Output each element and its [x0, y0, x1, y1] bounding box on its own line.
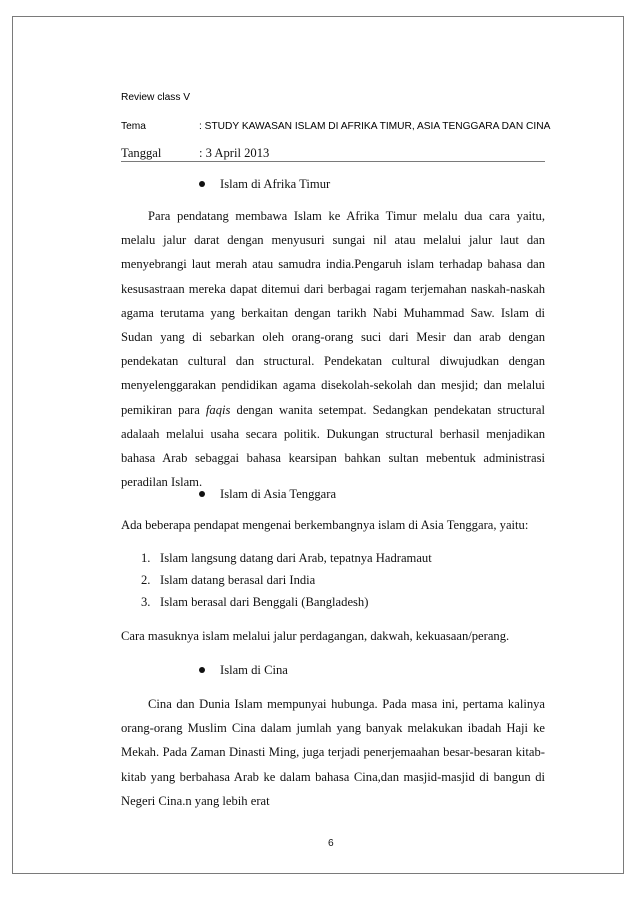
tanggal-label: Tanggal — [121, 146, 162, 160]
list-item — [141, 551, 432, 573]
list-item-number: 3. — [141, 595, 151, 609]
list-item-text: Islam berasal dari Benggali (Bangladesh) — [160, 595, 369, 609]
list-item-number: 1. — [141, 551, 151, 565]
cina-paragraph — [121, 692, 545, 813]
list-item — [141, 573, 432, 595]
section-heading-text: Islam di Asia Tenggara — [220, 487, 337, 501]
section-heading-text: Islam di Afrika Timur — [220, 177, 331, 191]
bullet-icon — [199, 181, 205, 187]
asia-list — [141, 551, 432, 617]
tanggal-value: : 3 April 2013 — [199, 146, 270, 160]
section-heading-text: Islam di Cina — [220, 663, 288, 677]
afrika-paragraph — [121, 204, 545, 494]
asia-intro: Ada beberapa pendapat mengenai berkembangnya islam di Asia Tenggara, yaitu: — [121, 518, 529, 532]
header-divider — [121, 161, 545, 162]
page-number: 6 — [328, 838, 334, 849]
afrika-paragraph-part1: Para pendatang membawa Islam ke Afrika Timur melalu dua cara yaitu, melalu jalur darat dengan menyusuri sungai nil atau melalui jalur laut dan menyebrangi laut merah atau samudra india.Pengaruh islam terhadap bahasa dan kesusastraan mereka dapat ditemui dari berbagai ragam terjemahan naskah-naskah agama terutama yang berkaitan dengan tarikh Nabi Muhammad Saw. Islam di Sudan yang di sebarkan oleh orang-orang suci dari Mesir dan arab dengan pendekatan cultural dan structural. Pendekatan cultural diwujudkan dengan menyelenggarakan pendidikan agama disekolah-sekolah dan mesjid; dan melalui pemikiran para — [121, 209, 545, 417]
tema-value: : STUDY KAWASAN ISLAM DI AFRIKA TIMUR, ASIA TENGGARA DAN CINA — [199, 121, 551, 132]
list-item — [141, 595, 432, 617]
list-item-number: 2. — [141, 573, 151, 587]
afrika-paragraph-part2: dengan wanita setempat. Sedangkan pendekatan structural adalaah melalui usaha secara politik. Dukungan structural berhasil menjadikan bahasa Arab sebaggai bahasa kearsipan bahkan sultan mebentuk administrasi peradilan Islam. — [121, 402, 545, 490]
cina-paragraph-text: Cina dan Dunia Islam mempunyai hubunga. Pada masa ini, pertama kalinya orang-orang Muslim Cina dalam jumlah yang banyak melakukan ibadah Haji ke Mekah. Pada Zaman Dinasti Ming, juga terjadi penerjemaahan besar-besaran kitab-kitab yang berbahasa Arab ke dalam bahasa Cina,dan masjid-masjid di bangun di Negeri Cina.n yang lebih erat — [121, 697, 545, 808]
tema-label: Tema — [121, 121, 146, 132]
list-item-text: Islam datang berasal dari India — [160, 573, 316, 587]
review-class-label: Review class V — [121, 92, 191, 103]
bullet-icon — [199, 491, 205, 497]
asia-closing: Cara masuknya islam melalui jalur perdagangan, dakwah, kekuasaan/perang. — [121, 629, 510, 643]
list-item-text: Islam langsung datang dari Arab, tepatnya Hadramaut — [160, 551, 432, 565]
afrika-paragraph-italic: faqis — [205, 402, 231, 417]
bullet-icon — [199, 667, 205, 673]
